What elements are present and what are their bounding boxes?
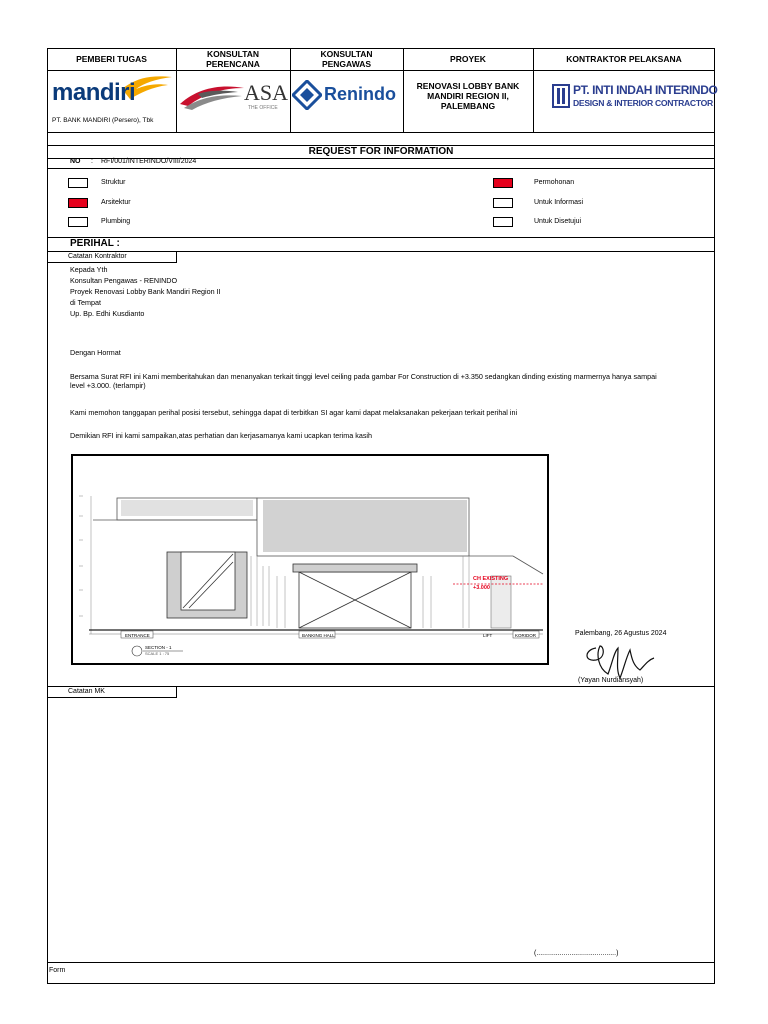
checkbox-label: Permohonan: [534, 179, 575, 186]
tag-lift: LIFT: [483, 633, 493, 638]
tag-entrance: ENTRANCE: [125, 633, 150, 638]
renindo-wordmark: Renindo: [324, 84, 396, 104]
checkbox-label: Untuk Disetujui: [534, 218, 582, 225]
letter-paragraph-3: Demikian RFI ini kami sampaikan,atas perhatian dan kerjasamanya kami ucapkan terima kasih: [70, 431, 373, 440]
tag-banking-hall: BANKING HALL: [302, 633, 335, 638]
inti-mark-icon: [552, 84, 570, 108]
tag-corridor: KORIDOR: [515, 633, 537, 638]
renindo-diamond-icon: [292, 80, 322, 110]
header-proyek: PROYEK: [450, 54, 486, 64]
header-konsultan-pengawas: [290, 49, 403, 69]
letter-greeting: Dengan Hormat: [70, 348, 121, 357]
no-row-bottom: [47, 168, 715, 169]
header-text: KONSULTAN: [206, 49, 260, 59]
inti-wordmark: PT. INTI INDAH INTERINDO: [573, 83, 718, 97]
page-title: REQUEST FOR INFORMATION: [308, 146, 454, 157]
proyek-line: RENOVASI LOBBY BANK: [416, 81, 520, 91]
asa-swoosh-icon: [178, 80, 246, 110]
letter-paragraph-1: [70, 372, 700, 390]
ch-existing-annotation: CH EXISTING: [473, 576, 509, 582]
checkbox-untuk-disetujui[interactable]: [493, 217, 513, 227]
checkbox-label: Arsitektur: [101, 199, 131, 206]
mandiri-logo: [52, 73, 174, 113]
proyek-name: [403, 81, 533, 111]
checkbox-arsitektur[interactable]: [68, 198, 88, 208]
footer-divider: [47, 962, 715, 963]
section-drawing-svg: [73, 456, 547, 663]
letter-line: Konsultan Pengawas - RENINDO: [70, 276, 178, 285]
checkbox-permohonan[interactable]: [493, 178, 513, 188]
proyek-line: PALEMBANG: [440, 101, 496, 111]
inti-subtitle: DESIGN & INTERIOR CONTRACTOR: [573, 98, 713, 108]
asa-wordmark: ASA: [244, 80, 289, 105]
header-divider: [47, 70, 715, 71]
renindo-logo: [292, 80, 402, 114]
checkbox-plumbing[interactable]: [68, 217, 88, 227]
no-colon: :: [91, 158, 93, 165]
logo-row-bottom: [47, 132, 715, 133]
letter-paragraph-2: Kami memohon tanggapan perihal posisi tersebut, sehingga dapat di terbitkan SI agar kami dapat melaksanakan pekerjaan terkait perihal ini: [70, 408, 518, 417]
header-konsultan-perencana: [176, 49, 290, 69]
no-value: RFI/001/INTERINDO/VIII/2024: [101, 158, 197, 165]
footer-form-label: Form: [49, 967, 66, 974]
checkbox-row-bottom: [47, 237, 715, 238]
letter-line: Kepada Yth: [70, 265, 108, 274]
section-title: SECTION - 1: [145, 645, 172, 650]
header-text: PERENCANA: [206, 59, 260, 69]
checkbox-label: Untuk Informasi: [534, 199, 584, 206]
mandiri-caption: PT. BANK MANDIRI (Persero), Tbk: [52, 117, 154, 124]
checkbox-label: Plumbing: [101, 218, 131, 225]
section-drawing: [71, 454, 549, 665]
no-label: NO: [70, 158, 81, 165]
signature-place-date: Palembang, 26 Agustus 2024: [575, 630, 667, 637]
letter-recipient: [70, 265, 221, 318]
letter-line: Up. Bp. Edhi Kusdianto: [70, 309, 145, 318]
catatan-kontraktor-tag: Catatan Kontraktor: [47, 251, 177, 263]
mk-signature-line: (.........................................): [534, 950, 619, 957]
letter-line: Bersama Surat RFI ini Kami memberitahukan dan menanyakan terkait tinggi level ceiling pada gambar For Construction di +3.350 sedangkan dinding existing marmernya hanya sampai: [70, 372, 657, 381]
catatan-mk-tag: Catatan MK: [47, 686, 177, 698]
header-kontraktor: KONTRAKTOR PELAKSANA: [566, 54, 682, 64]
inti-indah-logo: [552, 83, 718, 111]
checkbox-struktur[interactable]: [68, 178, 88, 188]
letter-line: level +3.000. (terlampir): [70, 381, 146, 390]
checkbox-untuk-informasi[interactable]: [493, 198, 513, 208]
letter-line: di Tempat: [70, 298, 102, 307]
checkbox-label: Struktur: [101, 179, 126, 186]
header-text: KONSULTAN: [320, 49, 373, 59]
mandiri-wordmark: mandiri: [52, 79, 136, 106]
letter-line: Proyek Renovasi Lobby Bank Mandiri Region II: [70, 287, 221, 296]
perihal-label: PERIHAL :: [70, 238, 120, 249]
section-scale: SCALE 1 : 75: [145, 651, 170, 656]
signature-name: (Yayan Nurdiansyah): [578, 677, 644, 684]
asa-subtitle: THE OFFICE: [248, 105, 278, 111]
proyek-line: MANDIRI REGION II,: [427, 91, 509, 101]
header-text: PENGAWAS: [321, 59, 372, 69]
asa-logo: [178, 78, 288, 114]
header-pemberi-tugas: PEMBERI TUGAS: [76, 54, 147, 64]
ch-existing-level: +3.000: [473, 585, 490, 591]
